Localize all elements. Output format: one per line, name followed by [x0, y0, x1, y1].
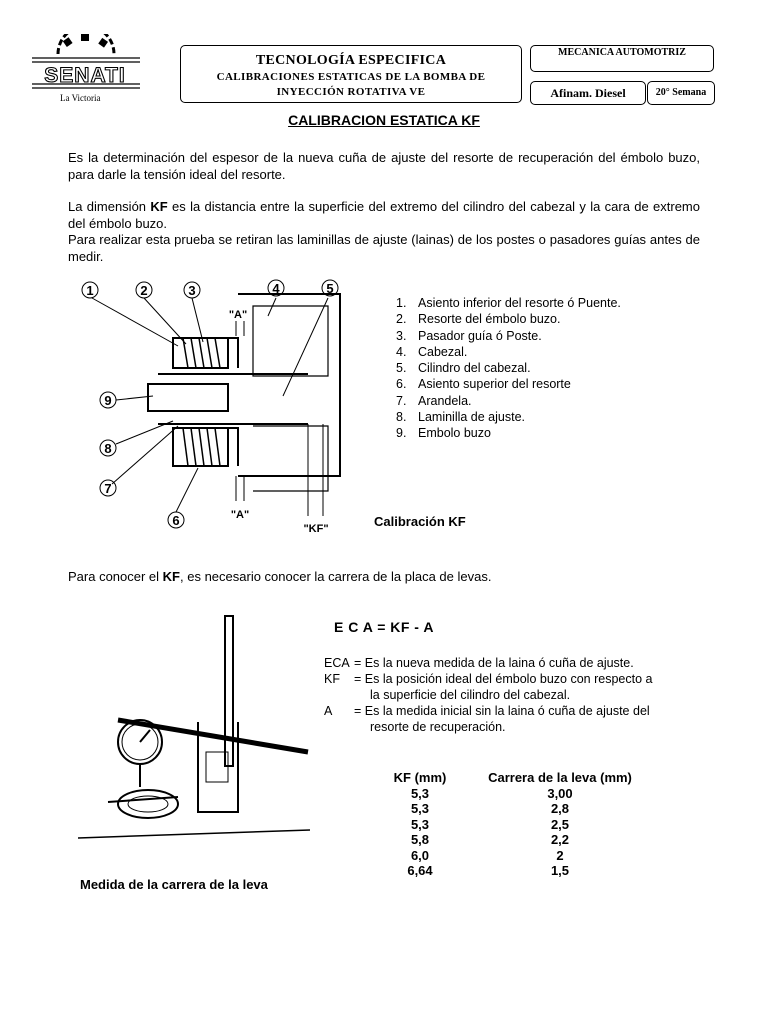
part-item: [390, 344, 621, 360]
fig1-label-1: 1: [86, 283, 94, 298]
part-number: 7.: [396, 393, 407, 408]
cell-cam-stroke: 2,8: [550, 801, 570, 817]
cell-kf: 5,8: [410, 832, 430, 848]
cell-kf: 5,3: [410, 816, 430, 832]
formula-definitions: [324, 655, 652, 735]
definition-term: KF: [324, 672, 340, 686]
part-text: Resorte del émbolo buzo.: [418, 312, 561, 327]
header-title-box: [180, 45, 522, 103]
part-number: 8.: [396, 410, 407, 425]
part-item: [390, 393, 621, 409]
parts-list: [390, 295, 621, 442]
cell-cam-stroke: 1,5: [550, 863, 570, 879]
part-item: [390, 425, 621, 441]
part-item: [390, 295, 621, 311]
cell-cam-stroke: 2,5: [550, 816, 570, 832]
paragraph-procedure: Para realizar esta prueba se retiran las laminillas de ajuste (lainas) de los postes o pasadores guías antes de medir.: [68, 232, 700, 264]
definition-text: = Es la medida inicial sin la laina ó cuña de ajuste del: [354, 704, 650, 718]
paragraph-definition: Es la determinación del espesor de la nueva cuña de ajuste del resorte de recuperación del émbolo buzo, para darle la tensión ideal del resorte.: [68, 150, 700, 182]
kf-cross-section-diagram: [78, 276, 360, 546]
table-row: [380, 786, 660, 802]
definition-row: [324, 655, 652, 671]
page-title: CALIBRACION ESTATICA KF: [288, 112, 480, 128]
week-box: 20° Semana: [647, 81, 715, 105]
part-number: 9.: [396, 426, 407, 441]
table-row: [380, 801, 660, 817]
definition-row: [324, 671, 652, 687]
table-caption: Medida de la carrera de la leva: [80, 877, 268, 892]
fig1-label-4: 4: [272, 281, 280, 296]
part-text: Laminilla de ajuste.: [418, 410, 526, 425]
part-item: [390, 311, 621, 327]
header-subtitle-1: CALIBRACIONES ESTATICAS DE LA BOMBA DE: [216, 71, 486, 83]
fig1-label-a-bottom: "A": [230, 509, 250, 521]
table-row: [380, 848, 660, 864]
part-item: [390, 328, 621, 344]
definition-text: = Es la posición ideal del émbolo buzo con respecto a: [354, 672, 653, 686]
dial-indicator-diagram: [78, 612, 318, 840]
part-number: 4.: [396, 344, 407, 359]
p4-text-b: , es necesario conocer la carrera de la placa de levas.: [180, 569, 492, 584]
table-header-kf: KF (mm): [393, 770, 447, 786]
fig1-label-9: 9: [104, 393, 112, 408]
part-text: Asiento inferior del resorte ó Puente.: [418, 296, 621, 310]
fig1-label-7: 7: [104, 481, 112, 496]
cell-kf: 6,0: [410, 847, 430, 863]
cell-kf: 5,3: [410, 785, 430, 801]
table-row: [380, 832, 660, 848]
part-text: Pasador guía ó Poste.: [418, 328, 542, 343]
definition-term: ECA: [324, 656, 350, 670]
part-text: Asiento superior del resorte: [418, 377, 571, 392]
definition-term: A: [324, 704, 333, 718]
p2-text-b: es la distancia entre la superficie del extremo del cilindro del cabezal y la cara de extremo del émbolo buzo.: [68, 199, 700, 231]
p4-bold-kf: KF: [162, 569, 181, 584]
cell-cam-stroke: 2: [556, 847, 564, 863]
kf-cam-stroke-table: [380, 770, 660, 879]
p2-bold-kf: KF: [150, 199, 168, 214]
paragraph-kf-dimension: [68, 199, 700, 232]
cell-kf: 5,3: [410, 801, 430, 817]
part-number: 5.: [396, 361, 407, 376]
fig1-label-3: 3: [188, 283, 196, 298]
header-subtitle-2: INYECCIÓN ROTATIVA VE: [276, 86, 426, 98]
table-row: [380, 817, 660, 833]
part-number: 2.: [396, 312, 407, 327]
p2-text-a: La dimensión: [68, 199, 151, 214]
definition-text: = Es la nueva medida de la laina ó cuña de ajuste.: [354, 656, 634, 670]
cell-kf: 6,64: [407, 863, 433, 879]
cell-cam-stroke: 2,2: [550, 832, 570, 848]
definition-row: [324, 703, 652, 719]
p4-text-a: Para conocer el: [68, 569, 163, 584]
part-number: 1.: [396, 296, 407, 310]
logo-text: SENATI: [44, 64, 126, 87]
part-item: [390, 409, 621, 425]
part-text: Arandela.: [418, 393, 472, 408]
header-title: TECNOLOGÍA ESPECIFICA: [255, 53, 447, 68]
area-box: MECANICA AUTOMOTRIZ: [530, 45, 714, 72]
part-item: [390, 360, 621, 376]
fig1-label-6: 6: [172, 513, 180, 528]
definition-continuation: la superficie del cilindro del cabezal.: [370, 688, 571, 702]
part-text: Cilindro del cabezal.: [418, 361, 531, 376]
paragraph-cam-stroke: [68, 569, 491, 584]
part-text: Cabezal.: [418, 344, 468, 359]
figure-caption-kf: Calibración KF: [374, 514, 466, 529]
logo-subtitle: La Victoria: [60, 93, 101, 103]
part-number: 3.: [396, 328, 407, 343]
part-number: 6.: [396, 377, 407, 392]
eca-formula: E C A = KF - A: [334, 619, 434, 635]
table-header-row: [380, 770, 660, 786]
fig1-label-8: 8: [104, 441, 112, 456]
fig1-label-a-top: "A": [228, 309, 248, 321]
fig1-label-2: 2: [140, 283, 148, 298]
part-item: [390, 376, 621, 392]
course-box: Afinam. Diesel: [530, 81, 646, 105]
fig1-label-kf: "KF": [303, 523, 329, 535]
fig1-label-5: 5: [326, 281, 334, 296]
table-row: [380, 863, 660, 879]
table-header-cam-stroke: Carrera de la leva (mm): [488, 770, 632, 786]
senati-logo: [28, 34, 143, 94]
definition-continuation: resorte de recuperación.: [370, 720, 506, 734]
part-text: Embolo buzo: [418, 426, 491, 441]
cell-cam-stroke: 3,00: [547, 785, 573, 801]
